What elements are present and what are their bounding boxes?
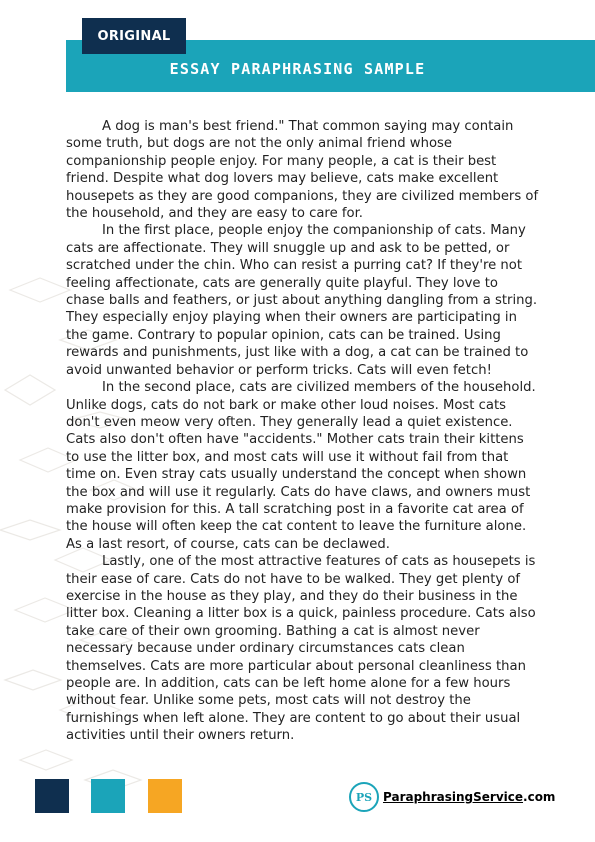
site-logo[interactable] — [349, 782, 555, 812]
paragraph: Lastly, one of the most attractive features of cats as housepets is their ease of care. Cats do not have to be walked. They get plenty of exercise in the house as they play, and they do their business in the litter box. Cleaning a litter box is a quick, painless procedure. Cats also take care of their own grooming. Bathing a cat is almost never necessary because under ordinary circumstances cats clean themselves. Cats are more particular about personal cleanliness than people are. In addition, cats can be left home alone for a few hours without fear. Unlike some pets, most cats will not destroy the furnishings when left alone. They are content to go about their usual activities until their owners return. — [66, 554, 536, 744]
logo-tld: .com — [523, 790, 556, 804]
paragraph: A dog is man's best friend." That common saying may contain some truth, but dogs are not the only animal friend whose companionship people enjoy. For many people, a cat is their best friend. Despite what dog lovers may believe, cats make excellent housepets as they are good companions, they are civilized members of the household, and they are easy to care for. — [66, 119, 539, 222]
logo-mark-icon: PS — [349, 782, 379, 812]
logo-name: ParaphrasingService — [383, 790, 524, 804]
navy-square — [35, 779, 69, 813]
original-badge: ORIGINAL — [82, 18, 186, 54]
page-title: ESSAY PARAPHRASING SAMPLE — [169, 60, 426, 78]
orange-square — [148, 779, 182, 813]
essay-body — [66, 118, 540, 745]
paragraph: In the second place, cats are civilized members of the household. Unlike dogs, cats do not bark or make other loud noises. Most cats don't even meow very often. They generally lead a quiet existence. Cats also don't often have "accidents." Mother cats train their kittens to use the litter box, and most cats will use it without fail from that time on. Even stray cats usually understand the concept when shown the box and will use it regularly. Cats do have claws, and owners must make provision for this. A tall scratching post in a favorite cat area of the house will often keep the cat content to leave the furniture alone. As a last resort, of course, cats can be declawed. — [66, 380, 536, 552]
teal-square — [91, 779, 125, 813]
logo-text — [383, 790, 555, 804]
paragraph: In the first place, people enjoy the companionship of cats. Many cats are affectionate. They will snuggle up and ask to be petted, or scratched under the chin. Who can resist a purring cat? If they're not feeling affectionate, cats are generally quite playful. They love to chase balls and feathers, or just about anything dangling from a string. They especially enjoy playing when their owners are participating in the game. Contrary to popular opinion, cats can be trained. Using rewards and punishments, just like with a dog, a cat can be trained to avoid unwanted behavior or perform tricks. Cats will even fetch! — [66, 223, 538, 378]
